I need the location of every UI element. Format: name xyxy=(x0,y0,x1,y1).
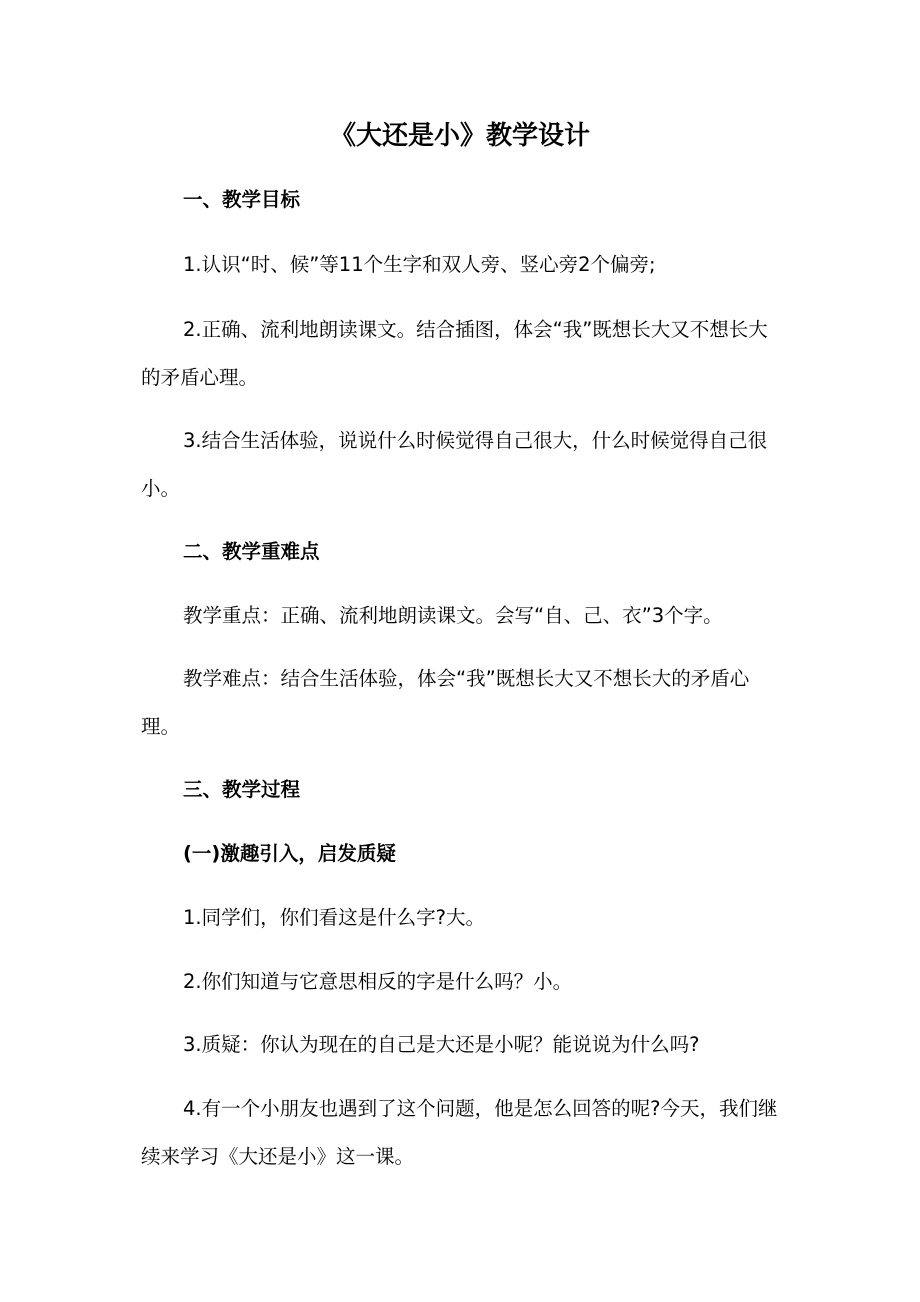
paragraph-process-4: 4.有一个小朋友也遇到了这个问题，他是怎么回答的呢?今天，我们继续来学习《大还是小》这一课。 xyxy=(141,1097,778,1168)
section-heading-key-points: 二、教学重难点 xyxy=(183,540,320,563)
paragraph-key-point: 教学重点：正确、流利地朗读课文。会写“自、己、衣”3个字。 xyxy=(183,604,723,627)
section-heading-process: 三、教学过程 xyxy=(183,778,301,801)
paragraph-process-3: 3.质疑：你认为现在的自己是大还是小呢？能说说为什么吗? xyxy=(183,1033,700,1056)
paragraph-objective-3: 3.结合生活体验，说说什么时候觉得自己很大，什么时候觉得自己很小。 xyxy=(141,429,768,500)
paragraph-process-2: 2.你们知道与它意思相反的字是什么吗？小。 xyxy=(183,970,573,993)
paragraph-objective-1: 1.认识“时、候”等11个生字和双人旁、竖心旁2个偏旁; xyxy=(183,253,656,276)
section-heading-objectives: 一、教学目标 xyxy=(183,188,301,211)
document-title: 《大还是小》教学设计 xyxy=(329,121,590,151)
paragraph-objective-2: 2.正确、流利地朗读课文。结合插图，体会“我”既想长大又不想长大的矛盾心理。 xyxy=(141,318,768,389)
subsection-heading-intro: (一)激趣引入，启发质疑 xyxy=(183,842,396,865)
paragraph-difficult-point: 教学难点：结合生活体验，体会“我”既想长大又不想长大的矛盾心理。 xyxy=(141,667,750,738)
paragraph-process-1: 1.同学们，你们看这是什么字?大。 xyxy=(183,906,485,929)
